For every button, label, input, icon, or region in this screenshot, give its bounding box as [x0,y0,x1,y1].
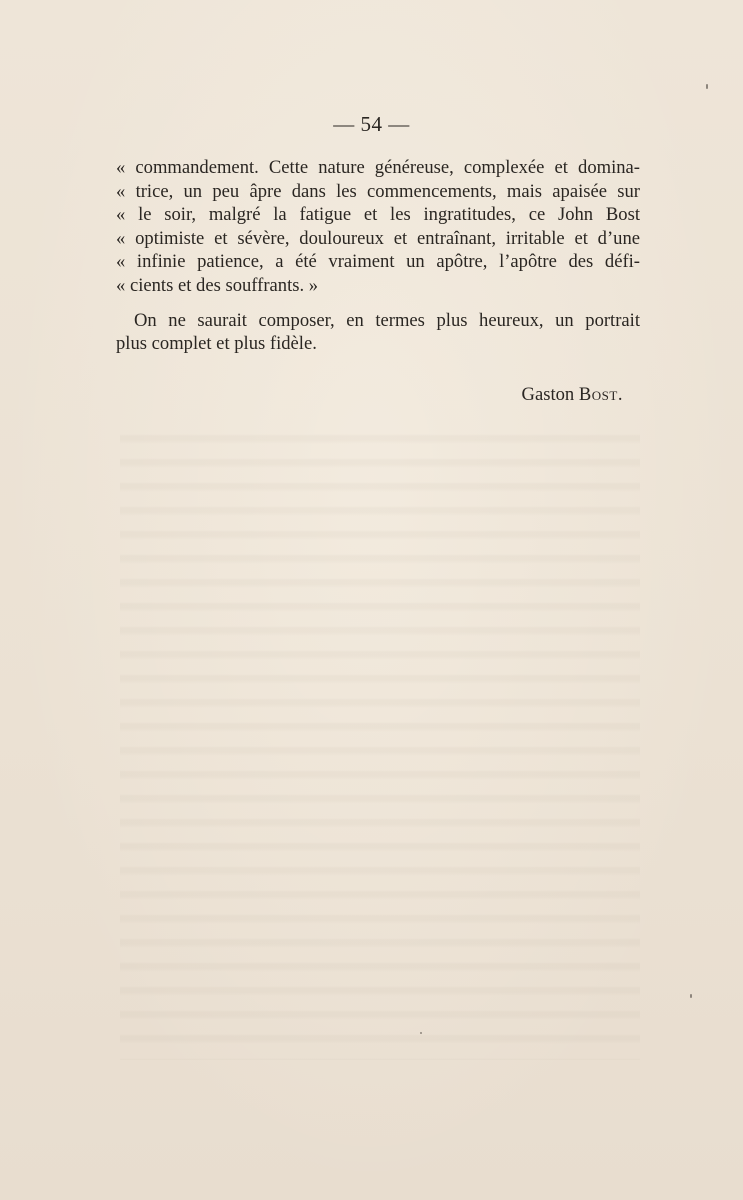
quote-line: « commandement. Cette nature généreuse, complexée et domina- [116,157,640,178]
quote-line: « infinie patience, a été vraiment un apôtre, l’apôtre des défi- [116,251,640,273]
body-text [116,156,640,356]
signature [522,384,623,406]
quotation-block [116,156,640,298]
signature-first-name: Gaston [521,384,575,405]
signature-last-name: Bost. [578,384,623,405]
quote-line: « cients et des souffrants. » [116,274,319,296]
paragraph-line: On ne saurait composer, en termes plus heureux, un portrait [134,309,640,331]
bleed-through-texture [120,420,640,1060]
quote-line: « optimiste et sévère, douloureux et entraînant, irritable et d’une [116,227,640,249]
paper-speck [420,1032,422,1034]
paragraph-line: plus complet et plus fidèle. [116,333,317,355]
paper-speck [690,994,692,998]
quote-line: « trice, un peu âpre dans les commencements, mais apaisée sur [116,180,640,202]
quote-line: « le soir, malgré la fatigue et les ingratitudes, ce John Bost [116,204,640,226]
paper-speck [706,84,708,89]
closing-paragraph [116,309,640,356]
page-number: — 54 — [333,112,410,136]
